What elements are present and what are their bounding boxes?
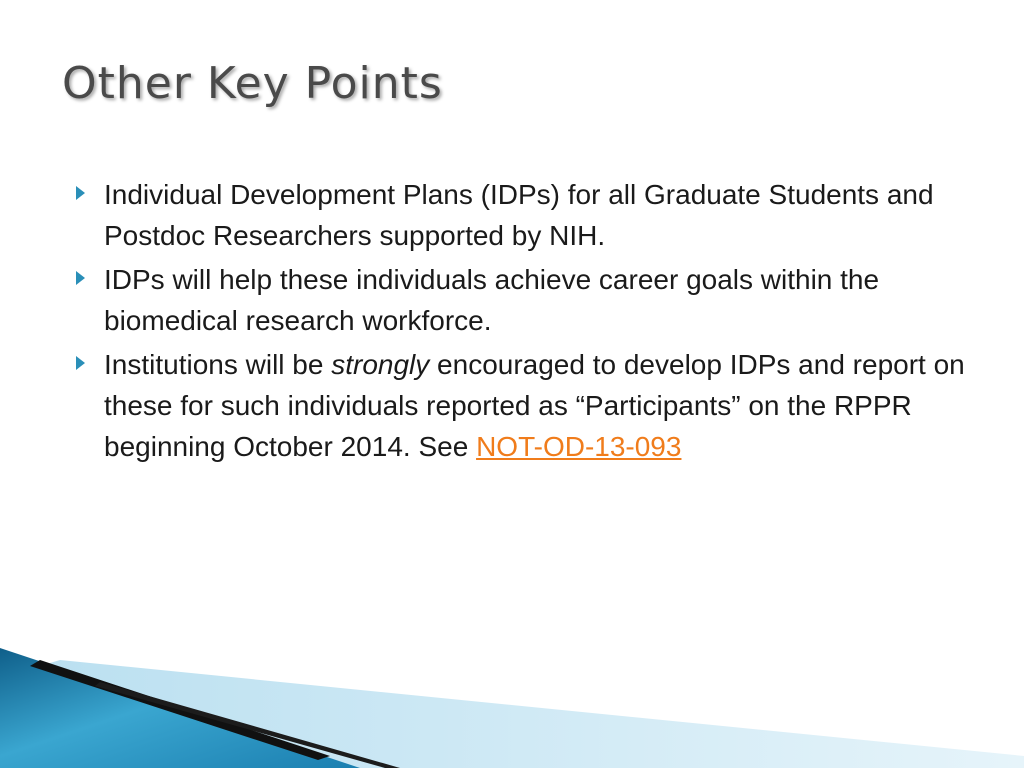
bullet-text: IDPs will help these individuals achieve career goals within the biomedical research workforce. xyxy=(104,264,880,336)
bottom-decoration xyxy=(0,638,1024,768)
bullet-item-idp-purpose xyxy=(74,259,974,341)
triangle-right-icon xyxy=(76,271,85,285)
emphasis-text: strongly xyxy=(331,349,430,380)
not-od-link[interactable]: NOT-OD-13-093 xyxy=(476,431,682,462)
bullet-item-idp-definition xyxy=(74,174,974,256)
bullet-text-after: encouraged to develop IDPs and report on these for such individuals reported as “Participants” on the RPPR beginning October 2014. See xyxy=(104,349,965,462)
triangle-right-icon xyxy=(76,186,85,200)
bullet-text-before: Institutions will be xyxy=(104,349,332,380)
triangle-right-icon xyxy=(76,356,85,370)
slide-title: Other Key Points xyxy=(62,58,443,109)
bullet-item-institutions xyxy=(74,344,974,467)
bullet-list xyxy=(74,174,974,470)
bullet-text: Individual Development Plans (IDPs) for all Graduate Students and Postdoc Researchers supported by NIH. xyxy=(104,179,934,251)
